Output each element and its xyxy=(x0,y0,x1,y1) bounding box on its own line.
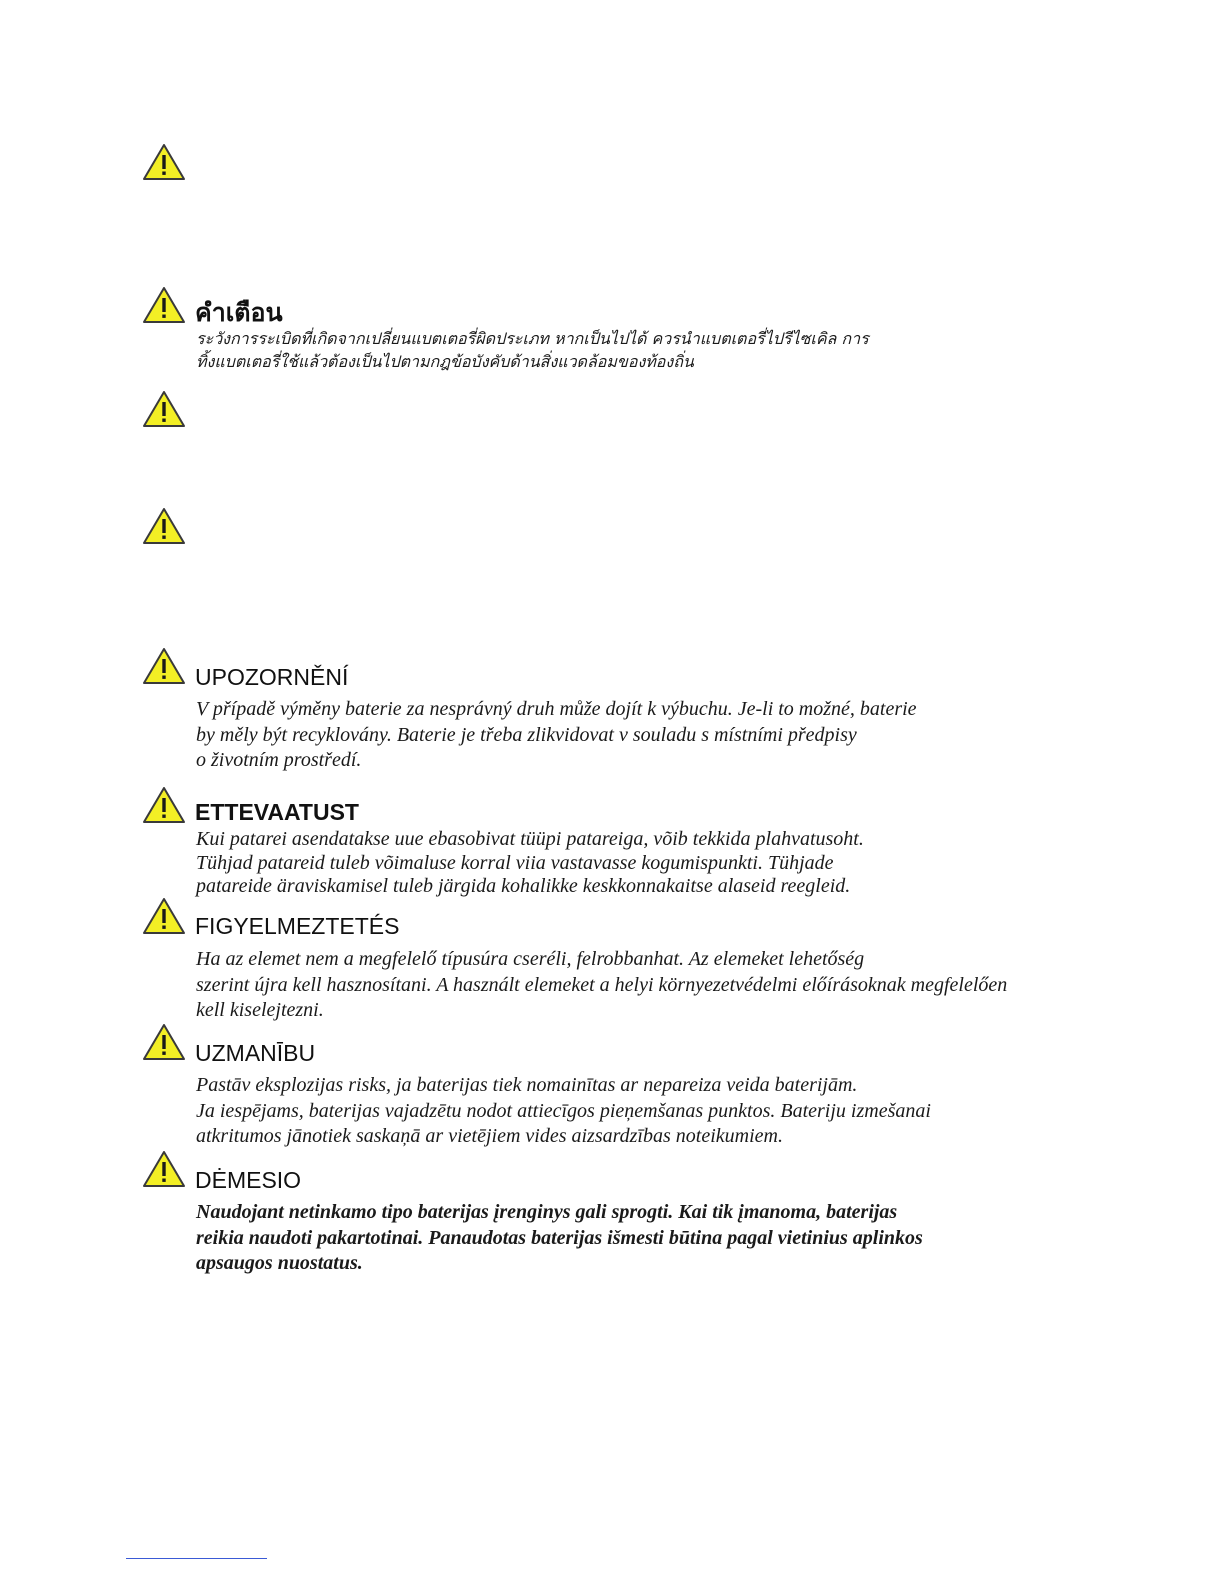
warning-icon xyxy=(141,142,187,182)
warning-line: Kui patarei asendatakse uue ebasobivat tüüpi patareiga, võib tekkida plahvatusoht. xyxy=(196,828,864,850)
warning-line: Naudojant netinkamo tipo baterijas įrenginys gali sprogti. Kai tik įmanoma, baterijas xyxy=(196,1201,898,1223)
warning-line: reikia naudoti pakartotinai. Panaudotas baterijas išmesti būtina pagal vietinius aplinkos xyxy=(196,1226,923,1249)
warning-text-latvian xyxy=(196,1073,931,1150)
warning-text-estonian xyxy=(196,828,864,899)
warning-heading-czech: UPOZORNĚNÍ xyxy=(195,664,349,690)
warning-heading-thai: คำเตือน xyxy=(195,298,283,327)
warning-icon xyxy=(141,389,187,429)
warning-icon xyxy=(141,1149,187,1189)
warning-heading-hungarian: FIGYELMEZTETÉS xyxy=(195,913,400,939)
warning-text-hungarian xyxy=(196,947,1007,1024)
warning-text-czech xyxy=(196,697,917,774)
warning-line: Ja iespējams, baterijas vajadzētu nodot attiecīgos pieņemšanas punktos. Bateriju izmešanai xyxy=(196,1099,931,1122)
warning-line: Tühjad patareid tuleb võimaluse korral viia vastavasse kogumispunkti. Tühjade xyxy=(196,851,834,874)
warning-line: kell kiselejtezni. xyxy=(196,999,324,1021)
warning-heading-latvian: UZMANĪBU xyxy=(195,1040,316,1066)
warning-text-lithuanian xyxy=(196,1200,923,1277)
warning-icon xyxy=(141,785,187,825)
warning-text-thai xyxy=(196,327,869,373)
warning-line: szerint újra kell hasznosítani. A használt elemeket a helyi környezetvédelmi előírásoknak megfelelően xyxy=(196,973,1008,996)
warning-heading-estonian: ETTEVAATUST xyxy=(195,799,359,825)
warning-line: atkritumos jānotiek saskaņā ar vietējiem vides aizsardzības noteikumiem. xyxy=(196,1125,783,1147)
warning-line: o životním prostředí. xyxy=(196,749,362,771)
warning-line: Ha az elemet nem a megfelelő típusúra cseréli, felrobbanhat. Az elemeket lehetőség xyxy=(196,948,865,970)
warning-icon xyxy=(141,506,187,546)
warning-line: apsaugos nuostatus. xyxy=(196,1252,363,1274)
warning-line: patareide äraviskamisel tuleb järgida kohalikke keskkonnakaitse alaseid reegleid. xyxy=(196,875,851,897)
footnote-divider xyxy=(126,1558,267,1559)
warning-line: ระวังการระเบิดที่เกิดจากเปลี่ยนแบตเตอรี่ผิดประเภท หากเป็นไปได้ ควรนำแบตเตอรี่ไปรีไซเคิล การ xyxy=(196,329,869,348)
warning-icon xyxy=(141,1022,187,1062)
warning-line: V případě výměny baterie za nesprávný druh může dojít k výbuchu. Je-li to možné, baterie xyxy=(196,698,917,720)
warning-line: ทิ้งแบตเตอรี่ใช้แล้วต้องเป็นไปตามกฎข้อบังคับด้านสิ่งแวดล้อมของท้องถิ่น xyxy=(196,352,694,371)
warning-line: by měly být recyklovány. Baterie je třeba zlikvidovat v souladu s místními předpisy xyxy=(196,723,857,746)
warning-icon xyxy=(141,896,187,936)
warning-line: Pastāv eksplozijas risks, ja baterijas tiek nomainītas ar nepareiza veida baterijām. xyxy=(196,1074,858,1096)
warning-icon xyxy=(141,646,187,686)
warning-heading-lithuanian: DĖMESIO xyxy=(195,1167,302,1193)
warning-icon xyxy=(141,285,187,325)
